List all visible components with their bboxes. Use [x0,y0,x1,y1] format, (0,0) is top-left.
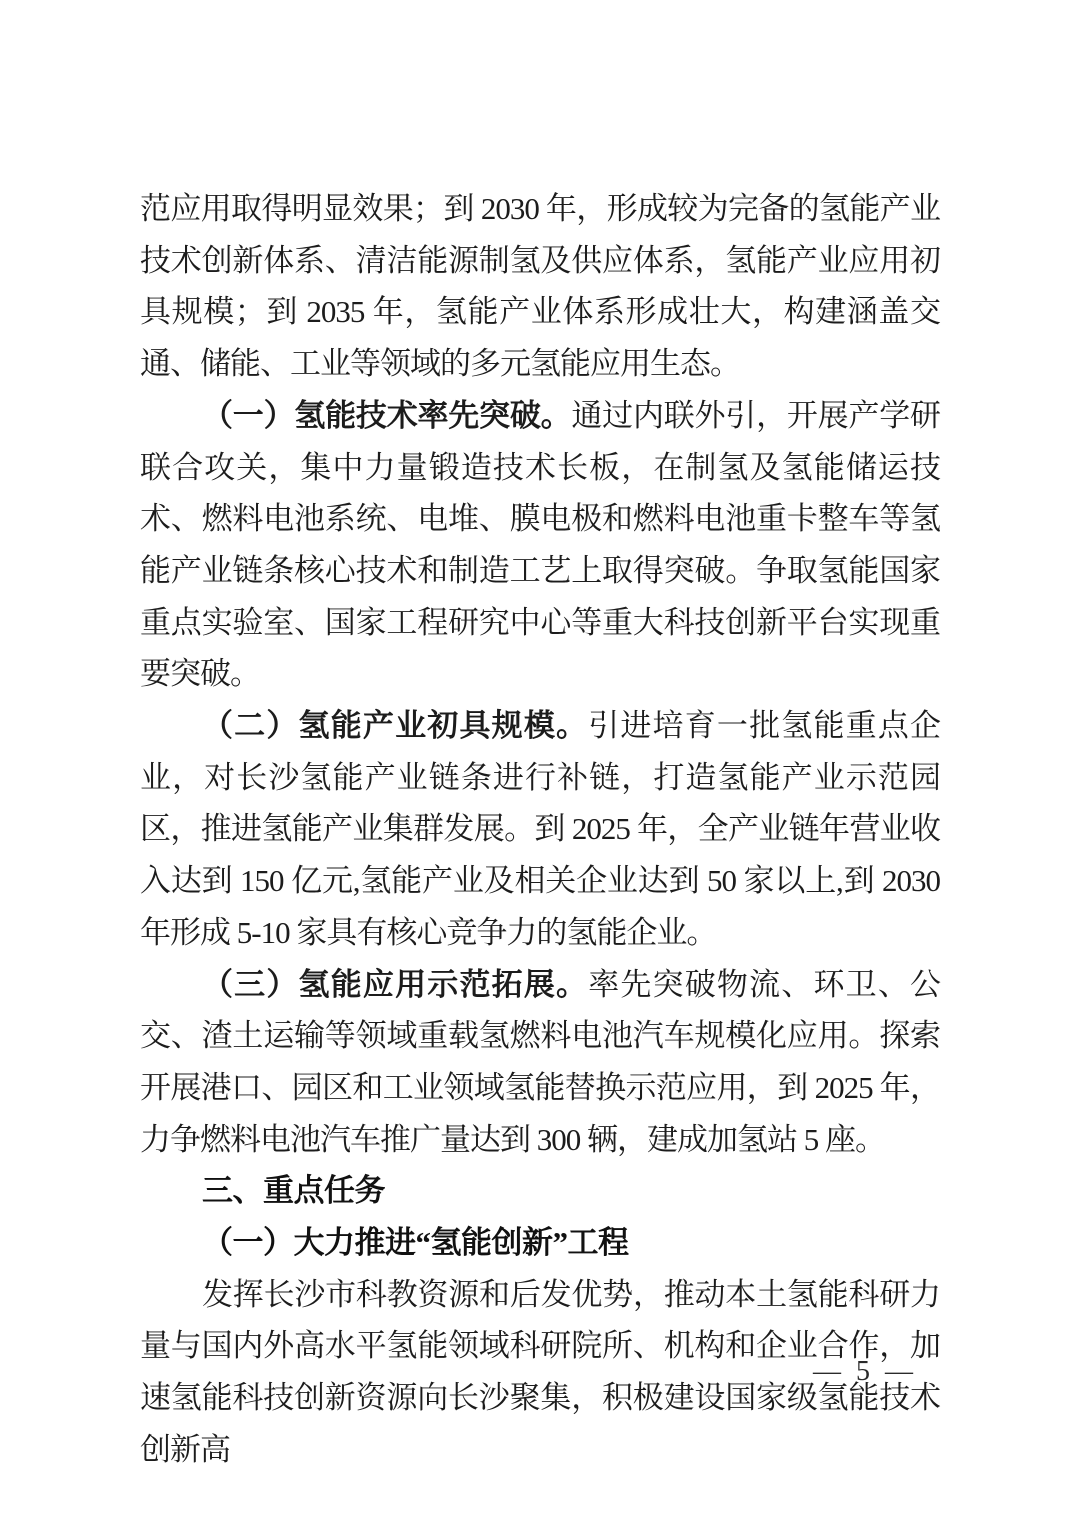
paragraph-item-2 [140,700,940,959]
subsection-heading-hydrogen-innovation: （一）大力推进“氢能创新”工程 [202,1225,629,1261]
paragraph-item-1 [140,390,940,700]
document-body [140,183,940,1476]
paragraph-task-1: 发挥长沙市科教资源和后发优势，推动本土氢能科研力量与国内外高水平氢能领域科研院所、机构和企业合作，加速氢能科技创新资源向长沙聚集，积极建设国家级氢能技术创新高 [140,1276,940,1467]
section-heading-key-tasks: 三、重点任务 [202,1173,385,1209]
item-1-lead: （一）氢能技术率先突破。 [202,397,572,433]
item-3-text: 率先突破物流、环卫、公交、渣土运输等领域重载氢燃料电池汽车规模化应用。探索开展港口、园区和工业领域氢能替换示范应用，到 2025 年，力争燃料电池汽车推广量达到 300 辆，建成加氢站 5 座。 [140,966,941,1157]
item-2-lead: （二）氢能产业初具规模。 [202,708,589,744]
paragraph-intro-continuation: 范应用取得明显效果；到 2030 年，形成较为完备的氢能产业技术创新体系、清洁能源制氢及供应体系，氢能产业应用初具规模；到 2035 年，氢能产业体系形成壮大，构建涵盖交通、储能、工业等领域的多元氢能应用生态。 [140,191,940,382]
page-number: — 5 — [813,1356,917,1387]
item-2-text: 引进培育一批氢能重点企业，对长沙氢能产业链条进行补链，打造氢能产业示范园区，推进氢能产业集群发展。到 2025 年，全产业链年营业收入达到 150 亿元,氢能产业及相关企业达到 50 家以上,到 2030 年形成 5-10 家具有核心竞争力的氢能企业。 [140,708,941,950]
item-1-text: 通过内联外引，开展产学研联合攻关，集中力量锻造技术长板，在制氢及氢能储运技术、燃料电池系统、电堆、膜电极和燃料电池重卡整车等氢能产业链条核心技术和制造工艺上取得突破。争取氢能国家重点实验室、国家工程研究中心等重大科技创新平台实现重要突破。 [140,397,940,692]
paragraph-item-3 [140,959,940,1166]
item-3-lead: （三）氢能应用示范拓展。 [202,966,589,1002]
